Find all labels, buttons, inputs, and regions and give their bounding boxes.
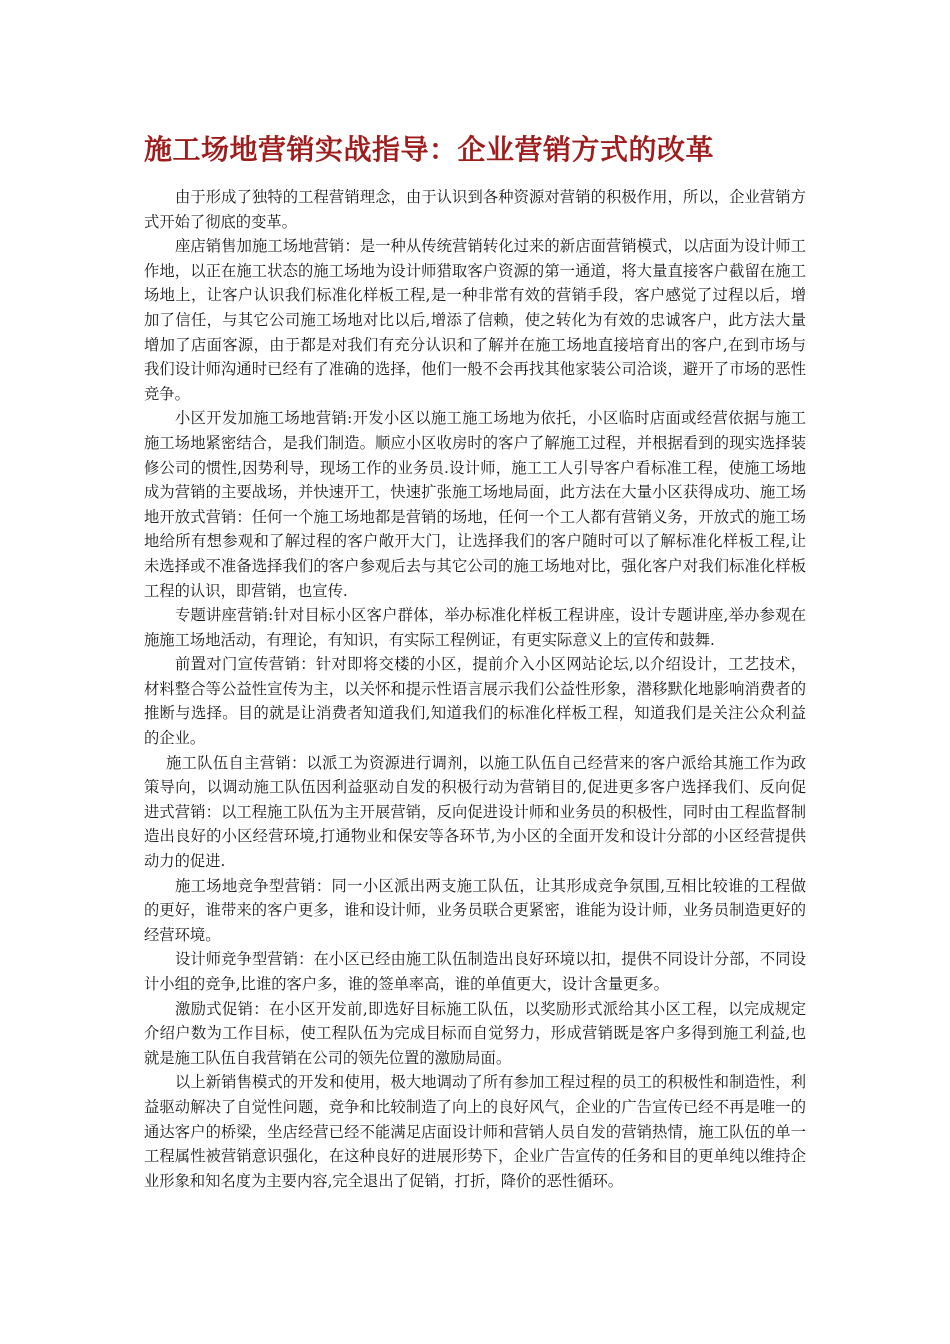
paragraph-conclusion: 以上新销售模式的开发和使用，极大地调动了所有参加工程过程的员工的积极性和制造性，利益驱动解决了自觉性问题，竞争和比较制造了向上的良好风气，企业的广告宣传已经不再是唯一的通达客户的桥梁，坐店经营已经不能满足店面设计师和营销人员自发的营销热情，施工队伍的单一工程属性被营销意识强化，在这种良好的进展形势下，企业广告宣传的任务和目的更单纯以维持企业形象和知名度为主要内容,完全退出了促销，打折，降价的恶性循环。: [144, 1073, 806, 1190]
paragraph-store-site-marketing: 座店销售加施工场地营销：是一种从传统营销转化过来的新店面营销模式，以店面为设计师工作地，以正在施工状态的施工场地为设计师猎取客户资源的第一通道，将大量直接客户截留在施工场地上，让客户认识我们标准化样板工程,是一种非常有效的营销手段，客户感觉了过程以后，增加了信任，与其它公司施工场地对比以后,增添了信赖，使之转化为有效的忠诚客户，此方法大量增加了店面客源，由于都是对我们有充分认识和了解并在施工场地直接培育出的客户,在到市场与我们设计师沟通时已经有了准确的选择，他们一般不会再找其他家装公司洽谈，避开了市场的恶性竞争。: [144, 237, 806, 403]
paragraph-site-competition-marketing: 施工场地竞争型营销：同一小区派出两支施工队伍，让其形成竞争氛围,互相比较谁的工程做的更好，谁带来的客户更多，谁和设计师，业务员联合更紧密，谁能为设计师，业务员制造更好的经营环境。: [144, 876, 806, 944]
paragraph-seminar-marketing: 专题讲座营销:针对目标小区客户群体，举办标准化样板工程讲座，设计专题讲座,举办参观在施施工场地活动，有理论，有知识，有实际工程例证，有更实际意义上的宣传和鼓舞.: [144, 606, 806, 649]
paragraph-incentive-promotion: 激励式促销：在小区开发前,即选好目标施工队伍，以奖励形式派给其小区工程，以完成规定介绍户数为工作目标，使工程队伍为完成目标而自觉努力，形成营销既是客户多得到施工利益,也就是施工队伍自我营销在公司的领先位置的激励局面。: [144, 999, 806, 1067]
paragraph-team-self-marketing: 施工队伍自主营销：以派工为资源进行调剂，以施工队伍自己经营来的客户派给其施工作为政策导向，以调动施工队伍因利益驱动自发的积极行动为营销目的,促进更多客户选择我们、反向促进式营销：以工程施工队伍为主开展营销，反向促进设计师和业务员的积极性，同时由工程监督制造出良好的小区经营环境,打通物业和保安等各环节,为小区的全面开发和设计分部的小区经营提供动力的促进.: [144, 753, 806, 871]
document-title: 施工场地营销实战指导：企业营销方式的改革: [144, 133, 715, 166]
document-body: [144, 185, 806, 1193]
paragraph-designer-competition-marketing: 设计师竞争型营销：在小区已经由施工队伍制造出良好环境以扣，提供不同设计分部，不同设计小组的竞争,比谁的客户多，谁的签单率高，谁的单值更大，设计含量更多。: [144, 950, 806, 993]
paragraph-community-site-marketing: 小区开发加施工场地营销:开发小区以施工施工场地为依托，小区临时店面或经营依据与施工施工场地紧密结合，是我们制造。顺应小区收房时的客户了解施工过程，并根据看到的现实选择装修公司的惯性,因势利导，现场工作的业务员.设计师，施工工人引导客户看标准工程，使施工场地成为营销的主要战场，并快速开工，快速扩张施工场地局面，此方法在大量小区获得成功、施工场地开放式营销：任何一个施工场地都是营销的场地，任何一个工人都有营销义务，开放式的施工场地给所有想参观和了解过程的客户敞开大门，让选择我们的客户随时可以了解标准化样板工程,让未选择或不准备选择我们的客户参观后去与其它公司的施工场地对比，强化客户对我们标准化样板工程的认识，即营销，也宣传.: [144, 409, 806, 600]
paragraph-pre-delivery-marketing: 前置对门宣传营销：针对即将交楼的小区，提前介入小区网站论坛,以介绍设计，工艺技术，材料整合等公益性宣传为主，以关怀和提示性语言展示我们公益性形象，潜移默化地影响消费者的推断与选择。目的就是让消费者知道我们,知道我们的标准化样板工程，知道我们是关注公众利益的企业。: [144, 655, 806, 748]
paragraph-intro: 由于形成了独特的工程营销理念，由于认识到各种资源对营销的积极作用，所以，企业营销方式开始了彻底的变革。: [144, 188, 806, 231]
